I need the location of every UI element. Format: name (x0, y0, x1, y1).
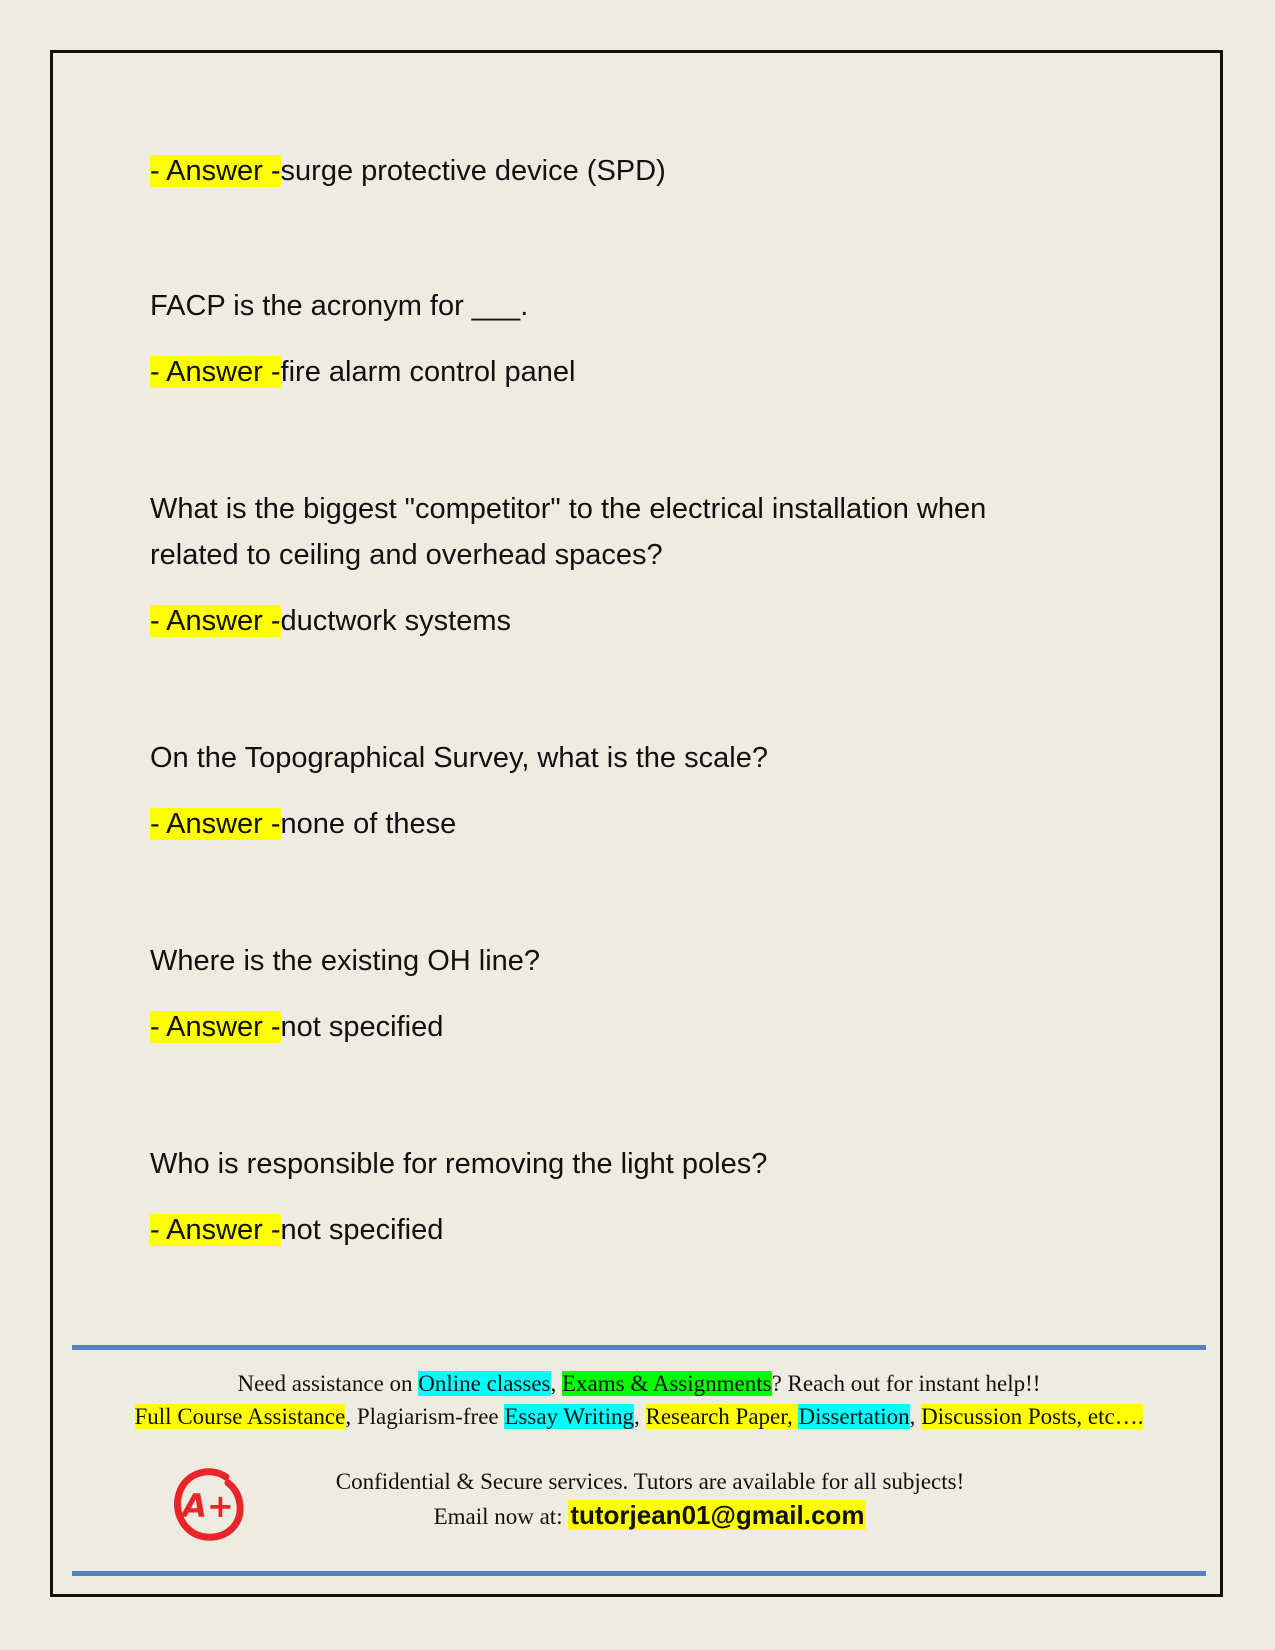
footer-text: Need assistance on (237, 1371, 419, 1396)
full-course-highlight: Full Course Assistance (134, 1404, 346, 1429)
footer-text: , Plagiarism-free (345, 1404, 505, 1429)
footer-line-services (72, 1369, 1206, 1399)
answer-line (150, 349, 1080, 395)
footer-line-offerings (72, 1402, 1206, 1432)
question-text: Who is responsible for removing the light poles? (150, 1148, 768, 1180)
answer-text: ductwork systems (280, 605, 511, 637)
answer-label: - Answer - (150, 605, 281, 637)
answer-text: not specified (280, 1011, 444, 1043)
email-label: Email now at: (433, 1504, 569, 1529)
footer-divider-top (72, 1345, 1206, 1350)
logo-text: A+ (182, 1487, 234, 1525)
answer-label: - Answer - (150, 155, 281, 187)
answer-line (150, 801, 1080, 847)
online-classes-highlight: Online classes (418, 1371, 551, 1396)
discussion-posts-highlight: Discussion Posts, etc…. (921, 1404, 1144, 1429)
answer-text: none of these (280, 808, 457, 840)
question-text: What is the biggest "competitor" to the electrical installation when related to ceiling and overhead spaces? (150, 493, 987, 571)
answer-label: - Answer - (150, 1214, 281, 1246)
footer-text: , (909, 1404, 922, 1429)
footer-text: , (550, 1371, 562, 1396)
answer-line (150, 1207, 1080, 1253)
answer-label: - Answer - (150, 808, 281, 840)
dissertation-highlight: Dissertation (798, 1404, 910, 1429)
qa-item-3 (150, 486, 1080, 644)
exams-assignments-highlight: Exams & Assignments (562, 1371, 772, 1396)
answer-text: fire alarm control panel (280, 356, 576, 388)
qa-item-4 (150, 735, 1080, 847)
qa-item-2 (150, 283, 1080, 395)
answer-label: - Answer - (150, 356, 281, 388)
qa-item-5 (150, 938, 1080, 1050)
answer-line (150, 598, 1080, 644)
qa-item-6 (150, 1141, 1080, 1253)
answer-line (150, 1004, 1080, 1050)
research-paper-highlight: Research Paper, (645, 1404, 799, 1429)
footer-divider-bottom (72, 1571, 1206, 1576)
qa-item-1 (150, 148, 1080, 194)
footer-email-line (150, 1500, 1150, 1532)
answer-label: - Answer - (150, 1011, 281, 1043)
question-text: On the Topographical Survey, what is the scale? (150, 742, 768, 774)
email-address[interactable]: tutorjean01@gmail.com (570, 1500, 865, 1530)
answer-text: surge protective device (SPD) (280, 155, 666, 187)
footer-text: , (634, 1404, 646, 1429)
essay-writing-highlight: Essay Writing (504, 1404, 634, 1429)
question-text: FACP is the acronym for ___. (150, 290, 529, 322)
answer-text: not specified (280, 1214, 444, 1246)
footer-text: ? Reach out for instant help!! (771, 1371, 1041, 1396)
footer-confidential: Confidential & Secure services. Tutors are available for all subjects! (335, 1469, 965, 1494)
a-plus-grade-icon (170, 1465, 250, 1545)
question-text: Where is the existing OH line? (150, 945, 541, 977)
answer-line (150, 148, 1080, 194)
